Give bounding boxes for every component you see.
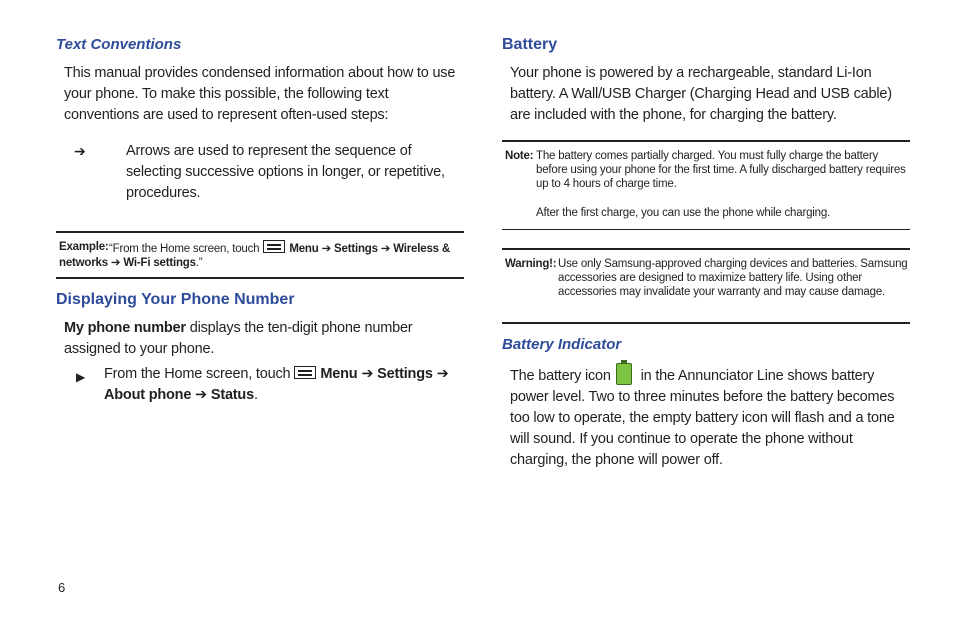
my-phone-number-label: My phone number [64,320,186,336]
example-text-before: “From the Home screen, touch [109,243,260,255]
example-bottom-rule [56,277,464,279]
note-label: Note: [505,150,534,162]
note-text-2: After the first charge, you can use the phone while charging. [536,207,831,219]
step-menu: Menu [320,366,358,382]
example-top-rule [56,231,464,233]
note-bottom-rule [502,229,910,230]
menu-icon [263,240,285,253]
battery-indicator-paragraph [510,363,910,471]
step-arrow-2: ➔ [436,366,449,382]
warning-text: Use only Samsung-approved charging devices and batteries. Samsung accessories are designed to maximize battery life. Using other accessories may invalidate your warranty and may cause damage. [558,258,908,298]
arrow-symbol: ➔ [74,143,86,159]
example-arrow-3: ➔ [110,257,121,269]
example-menu: Menu [289,243,319,255]
bullet-icon: ▶ [76,370,86,384]
example-box [59,240,463,270]
warning-top-rule [502,248,910,250]
battery-indicator-text-before: The battery icon [510,368,611,384]
battery-indicator-text-after: in the Annunciator Line shows battery power level. Two to three minutes before the battery becomes too low to operate, the empty battery icon will flash and a tone will sound. If you continue to operate the phone without charging, the phone will power off. [510,368,895,468]
step-about-phone: About phone [104,387,192,403]
arrow-description: Arrows are used to represent the sequence of selecting successive options in longer, or repetitive, procedures. [126,143,445,201]
text-conventions-heading: Text Conventions [56,36,182,53]
displaying-phone-number-heading: Displaying Your Phone Number [56,291,295,308]
battery-paragraph: Your phone is powered by a rechargeable, standard Li-Ion battery. A Wall/USB Charger (Charging Head and USB cable) are included with the phone, for charging the battery. [510,65,892,123]
note-top-rule [502,140,910,142]
warning-label: Warning!: [505,258,557,270]
example-wifi: Wi-Fi settings [123,257,196,269]
battery-indicator-heading: Battery Indicator [502,336,622,353]
battery-heading: Battery [502,36,558,53]
note-text: The battery comes partially charged. You must fully charge the battery before using your phone for the first time. A fully discharged battery requires up to 4 hours of charge time. [536,150,906,190]
example-end: .” [195,257,203,269]
page-number: 6 [58,580,66,595]
phone-number-paragraph [64,318,464,360]
menu-icon [294,366,316,379]
example-arrow-1: ➔ [321,243,332,255]
phone-number-step [104,364,456,406]
step-settings: Settings [377,366,433,382]
battery-icon [616,363,632,385]
phone-number-text: displays the ten-digit phone number assigned to your phone. [64,320,413,357]
example-wireless: Wireless & networks [59,243,450,269]
step-arrow-3: ➔ [195,387,207,403]
example-arrow-2: ➔ [380,243,391,255]
step-arrow-1: ➔ [361,366,374,382]
warning-bottom-rule [502,322,910,324]
step-end: . [253,387,258,403]
text-conventions-intro: This manual provides condensed information about how to use your phone. To make this possible, the following text conventions are used to represent often-used steps: [64,65,456,123]
example-settings: Settings [334,243,378,255]
step-status: Status [210,387,254,403]
example-label: Example: [59,241,109,253]
step-text-before: From the Home screen, touch [104,366,291,382]
